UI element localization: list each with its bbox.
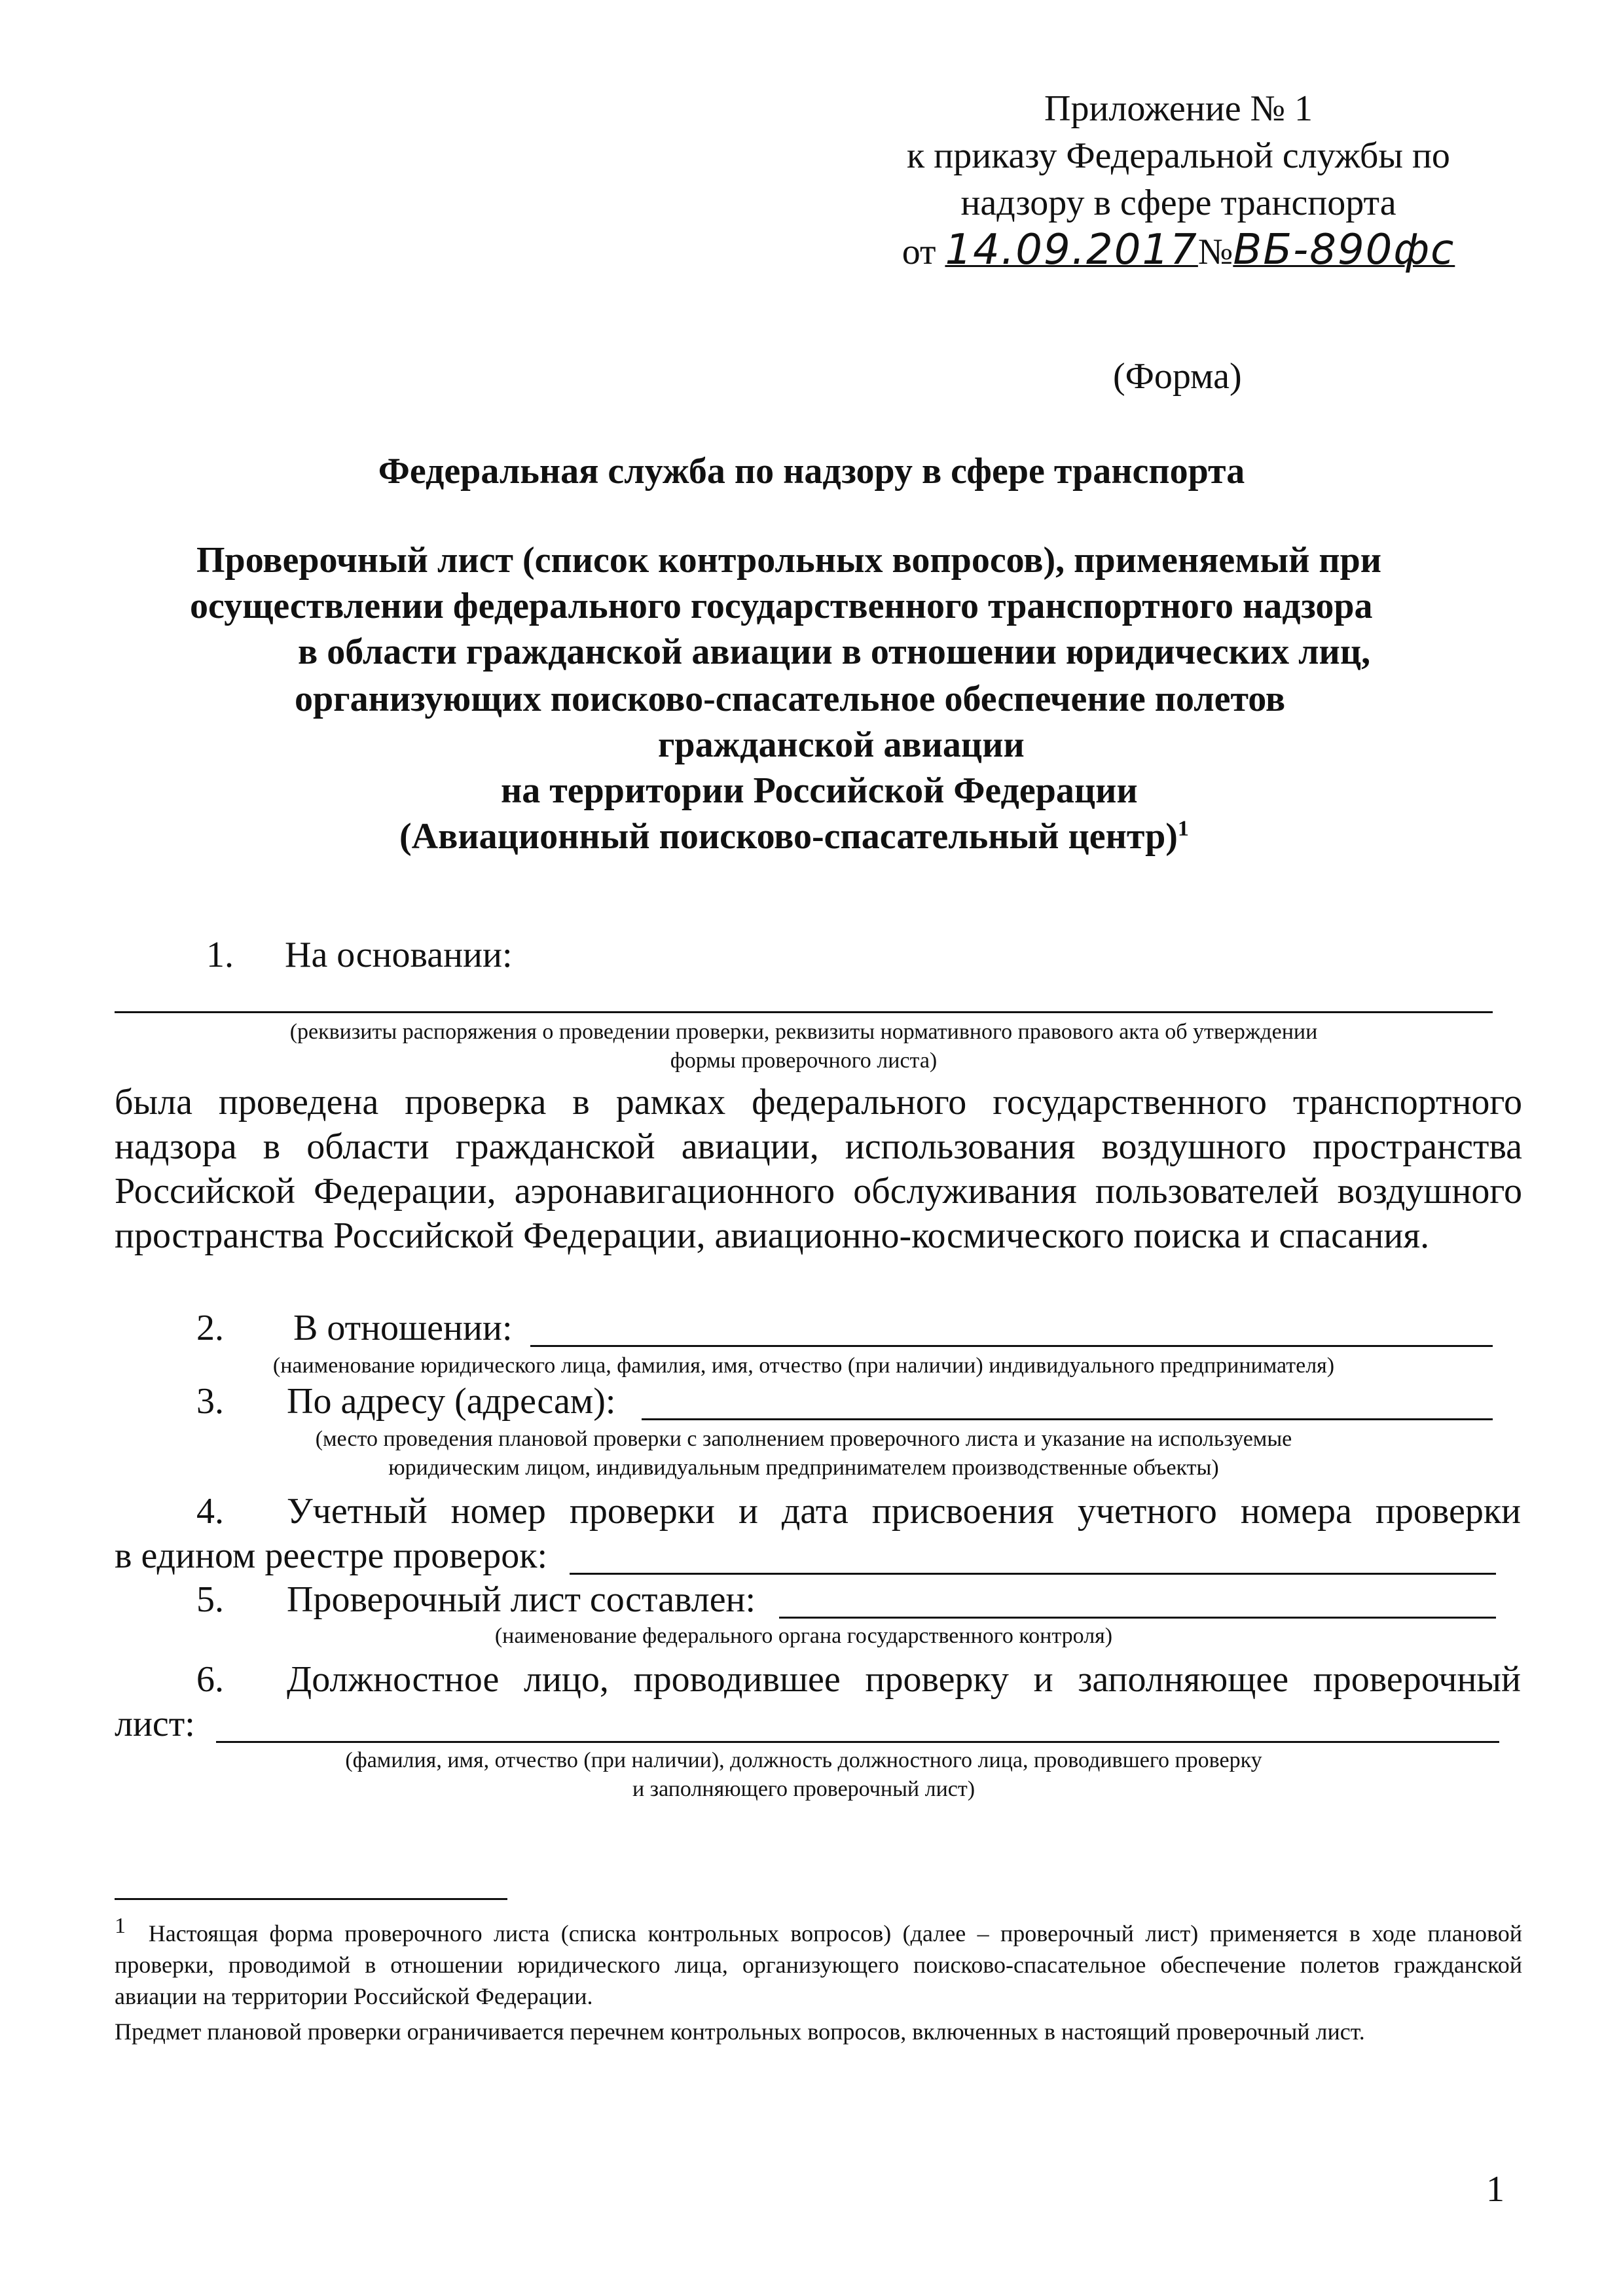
item-4-label-1: Учетный номер проверки и дата присвоения учетного номера проверки: [287, 1491, 1521, 1532]
item-3-number: 3.: [196, 1381, 224, 1422]
title-line-4: организующих поисково-спасательное обеспечение полетов: [295, 679, 1286, 719]
footnote-paragraph-2: Предмет плановой проверки ограничивается перечнем контрольных вопросов, включенных в настоящий проверочный лист.: [115, 2018, 1365, 2045]
item-6-number: 6.: [196, 1659, 224, 1700]
appendix-date-line: [851, 226, 1506, 276]
title-line-5: гражданской авиации: [658, 725, 1025, 765]
appendix-line-2: к приказу Федеральной службы по: [907, 135, 1450, 176]
item-6-label-2: лист:: [115, 1704, 195, 1744]
item-2-caption: (наименование юридического лица, фамилия, имя, отчество (при наличии) индивидуального предпринимателя): [272, 1354, 1335, 1378]
item-4-number: 4.: [196, 1491, 224, 1532]
appendix-line-3: надзору в сфере транспорта: [960, 183, 1396, 223]
item-1-paragraph: была проведена проверка в рамках федерального государственного транспортного надзора в области гражданской авиации, использования воздушного пространства Российской Федерации, аэронавигационного обслуживания пользователей воздушного пространства Российской Федерации, авиационно-космического поиска и спасания.: [115, 1082, 1522, 1256]
item-6-caption-2: и заполняющего проверочный лист): [632, 1777, 976, 1801]
handwritten-number: ВБ-890фс: [1233, 226, 1455, 274]
form-label: (Форма): [1113, 356, 1242, 397]
item-6-label-1: Должностное лицо, проводившее проверку и заполняющее проверочный: [287, 1659, 1521, 1700]
item-1-caption-1: (реквизиты распоряжения о проведении проверки, реквизиты нормативного правового акта об утверждении: [289, 1020, 1318, 1044]
item-1-label: На основании:: [285, 935, 513, 975]
item-5-fill-line[interactable]: [779, 1617, 1496, 1619]
item-3-label: По адресу (адресам):: [287, 1381, 616, 1422]
date-prefix: от: [902, 232, 936, 272]
item-4-label-2: в едином реестре проверок:: [115, 1535, 548, 1576]
item-4-fill-line[interactable]: [570, 1573, 1496, 1575]
title-line-7: [399, 813, 1189, 860]
item-5-number: 5.: [196, 1579, 224, 1620]
item-2-number: 2.: [196, 1308, 224, 1348]
title-footnote-mark: 1: [1177, 816, 1189, 841]
item-1-caption-2: формы проверочного листа): [670, 1049, 938, 1073]
page-number: 1: [1486, 2169, 1504, 2210]
footnote-separator: [115, 1898, 507, 1900]
item-5-label: Проверочный лист составлен:: [287, 1579, 756, 1620]
title-line-6: на территории Российской Федерации: [501, 770, 1138, 811]
appendix-header: [851, 85, 1506, 276]
title-line-7-text: (Авиационный поисково-спасательный центр): [399, 816, 1178, 857]
appendix-line-1: Приложение № 1: [1044, 88, 1313, 129]
handwritten-date: 14.09.2017: [945, 226, 1198, 274]
item-5-caption: (наименование федерального органа государственного контроля): [494, 1624, 1113, 1648]
number-sign: №: [1197, 232, 1233, 272]
title-line-3: в области гражданской авиации в отношении юридических лиц,: [298, 632, 1371, 672]
title-line-1: Проверочный лист (список контрольных вопросов), применяемый при: [196, 540, 1382, 581]
title-line-2: осуществлении федерального государственного транспортного надзора: [190, 586, 1373, 626]
item-1-fill-line[interactable]: [115, 1011, 1493, 1013]
agency-name: Федеральная служба по надзору в сфере транспорта: [378, 451, 1245, 492]
item-2-fill-line[interactable]: [530, 1345, 1493, 1347]
footnote-mark: 1: [115, 1914, 126, 1938]
item-2-label: В отношении:: [293, 1308, 513, 1348]
item-6-caption-1: (фамилия, имя, отчество (при наличии), должность должностного лица, проводившего проверку: [345, 1748, 1262, 1772]
item-3-caption-1: (место проведения плановой проверки с заполнением проверочного листа и указание на используемые: [315, 1427, 1292, 1451]
footnote-paragraph-1: [115, 1914, 1522, 2012]
item-3-fill-line[interactable]: [642, 1418, 1493, 1420]
item-1-number: 1.: [206, 935, 234, 975]
footnote-text-1: Настоящая форма проверочного листа (списка контрольных вопросов) (далее – проверочный лист) применяется в ходе плановой проверки, проводимой в отношении юридического лица, организующего поисково-спасательное обеспечение полетов гражданской авиации на территории Российской Федерации.: [115, 1920, 1522, 2009]
item-6-fill-line[interactable]: [216, 1741, 1499, 1743]
item-3-caption-2: юридическим лицом, индивидуальным предпринимателем производственные объекты): [388, 1456, 1219, 1480]
